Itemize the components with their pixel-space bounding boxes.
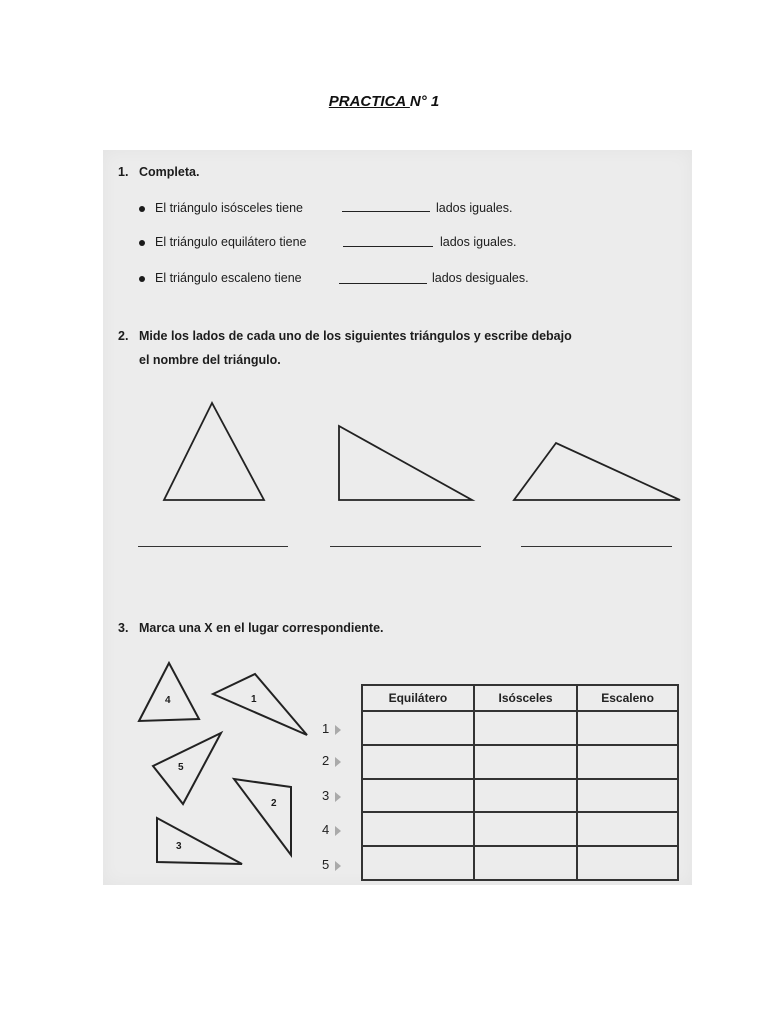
- q3-triangle-label-3: 3: [176, 841, 182, 852]
- header-equilatero: Equilátero: [362, 685, 474, 711]
- arrow-right-icon: [335, 792, 341, 802]
- table-header-row: [362, 685, 678, 711]
- title-suffix: N° 1: [409, 93, 440, 110]
- q2-number: 2.: [118, 329, 129, 343]
- arrow-right-icon: [335, 757, 341, 767]
- header-escaleno: Escaleno: [577, 685, 678, 711]
- table-row: [362, 711, 678, 745]
- table-cell[interactable]: [577, 846, 678, 880]
- arrow-right-icon: [335, 826, 341, 836]
- q3-triangle-1: [213, 674, 307, 735]
- table-cell[interactable]: [474, 711, 577, 745]
- q1-item-2-before: El triángulo equilátero tiene: [155, 235, 307, 249]
- title-main: PRACTICA: [328, 93, 410, 110]
- table-cell[interactable]: [474, 846, 577, 880]
- table-row: [362, 779, 678, 813]
- q3-triangle-4: [139, 663, 199, 721]
- q1-item-1-before: El triángulo isósceles tiene: [155, 201, 303, 215]
- table-cell[interactable]: [474, 812, 577, 846]
- table-cell[interactable]: [577, 812, 678, 846]
- table-cell[interactable]: [577, 745, 678, 779]
- table-cell[interactable]: [362, 846, 474, 880]
- row-label-4: 4: [322, 822, 341, 837]
- table-cell[interactable]: [362, 711, 474, 745]
- table-cell[interactable]: [362, 745, 474, 779]
- table-cell[interactable]: [362, 812, 474, 846]
- arrow-right-icon: [335, 725, 341, 735]
- q3-triangle-3: [157, 818, 242, 864]
- q1-number: 1.: [118, 165, 129, 179]
- q3-triangle-label-5: 5: [178, 762, 184, 773]
- row-label-5: 5: [322, 857, 341, 872]
- table-cell[interactable]: [474, 779, 577, 813]
- q1-item-3-before: El triángulo escaleno tiene: [155, 271, 302, 285]
- classification-table: [361, 684, 679, 881]
- row-label-1: 1: [322, 721, 341, 736]
- table-cell[interactable]: [362, 779, 474, 813]
- row-label-3: 3: [322, 788, 341, 803]
- q3-triangle-label-4: 4: [165, 695, 171, 706]
- q3-triangle-label-2: 2: [271, 798, 277, 809]
- q3-number: 3.: [118, 621, 129, 635]
- q3-heading: Marca una X en el lugar correspondiente.: [139, 621, 384, 635]
- q3-triangle-5: [153, 733, 221, 804]
- row-label-2: 2: [322, 753, 341, 768]
- q2-line-2: el nombre del triángulo.: [139, 353, 281, 367]
- q3-triangle-label-1: 1: [251, 694, 257, 705]
- header-isosceles: Isósceles: [474, 685, 577, 711]
- q1-item-1-after: lados iguales.: [436, 201, 513, 215]
- table-cell[interactable]: [474, 745, 577, 779]
- q2-line-1: Mide los lados de cada uno de los siguientes triángulos y escribe debajo: [139, 329, 572, 343]
- q3-triangle-2: [234, 779, 291, 855]
- table-cell[interactable]: [577, 711, 678, 745]
- arrow-right-icon: [335, 861, 341, 871]
- q1-heading: Completa.: [139, 165, 200, 179]
- q1-item-2-after: lados iguales.: [440, 235, 517, 249]
- q1-item-3-after: lados desiguales.: [432, 271, 529, 285]
- table-row: [362, 812, 678, 846]
- table-cell[interactable]: [577, 779, 678, 813]
- table-row: [362, 846, 678, 880]
- table-row: [362, 745, 678, 779]
